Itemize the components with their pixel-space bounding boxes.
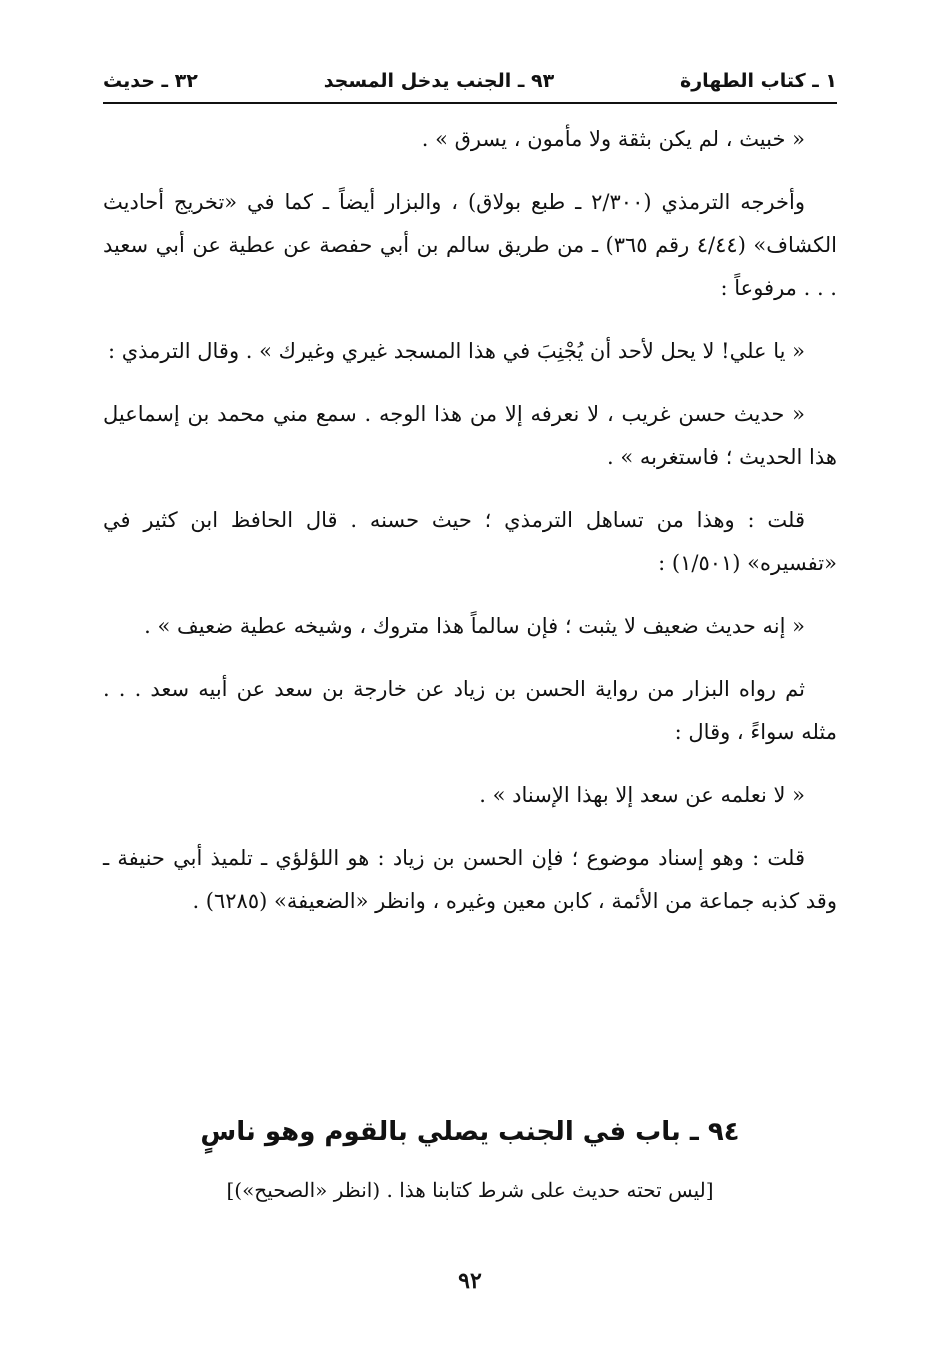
paragraph-quote: « يا علي! لا يحل لأحد أن يُجْنِبَ في هذا المسجد غيري وغيرك » . وقال الترمذي :: [107, 339, 805, 363]
page-number: ٩٢: [458, 1268, 482, 1294]
header-divider: [103, 102, 837, 104]
paragraph-quote: « لا نعلمه عن سعد إلا بهذا الإسناد » .: [479, 783, 805, 807]
section-note: [ليس تحته حديث على شرط كتابنا هذا . (انظر «الصحيح»)]: [226, 1178, 714, 1202]
paragraph: قلت : وهو إسناد موضوع ؛ فإن الحسن بن زياد : هو اللؤلؤي ـ تلميذ أبي حنيفة ـ وقد كذبه جماعة من الأئمة ، كابن معين وغيره ، وانظر «الضعيفة» (٦٢٨٥) .: [103, 846, 837, 913]
body-text: [103, 118, 837, 943]
paragraph: ثم رواه البزار من رواية الحسن بن زياد عن خارجة بن سعد عن أبيه سعد . . . مثله سواءً ، وقال :: [103, 677, 837, 744]
section-heading: ٩٤ ـ باب في الجنب يصلي بالقوم وهو ناسٍ: [200, 1117, 740, 1147]
paragraph: وأخرجه الترمذي (٢/٣٠٠ ـ طبع بولاق) ، والبزار أيضاً ـ كما في «تخريج أحاديث الكشاف» (٤/٤٤ رقم ٣٦٥) ـ من طريق سالم بن أبي حفصة عن عطية عن أبي سعيد . . . مرفوعاً :: [103, 190, 837, 300]
header-hadith-number: ٣٢ ـ حديث: [103, 70, 198, 92]
header-chapter-title: ٩٣ ـ الجنب يدخل المسجد: [323, 70, 555, 92]
paragraph-quote: « حديث حسن غريب ، لا نعرفه إلا من هذا الوجه . سمع مني محمد بن إسماعيل هذا الحديث ؛ فاستغربه » .: [103, 402, 837, 469]
paragraph-quote: « إنه حديث ضعيف لا يثبت ؛ فإن سالماً هذا متروك ، وشيخه عطية ضعيف » .: [144, 614, 805, 638]
paragraph-quote: « خبيث ، لم يكن بثقة ولا مأمون ، يسرق » .: [421, 127, 805, 151]
running-header: [103, 66, 837, 96]
header-book-title: ١ ـ كتاب الطهارة: [680, 70, 837, 92]
paragraph: قلت : وهذا من تساهل الترمذي ؛ حيث حسنه . قال الحافظ ابن كثير في «تفسيره» (١/٥٠١) :: [103, 508, 837, 575]
